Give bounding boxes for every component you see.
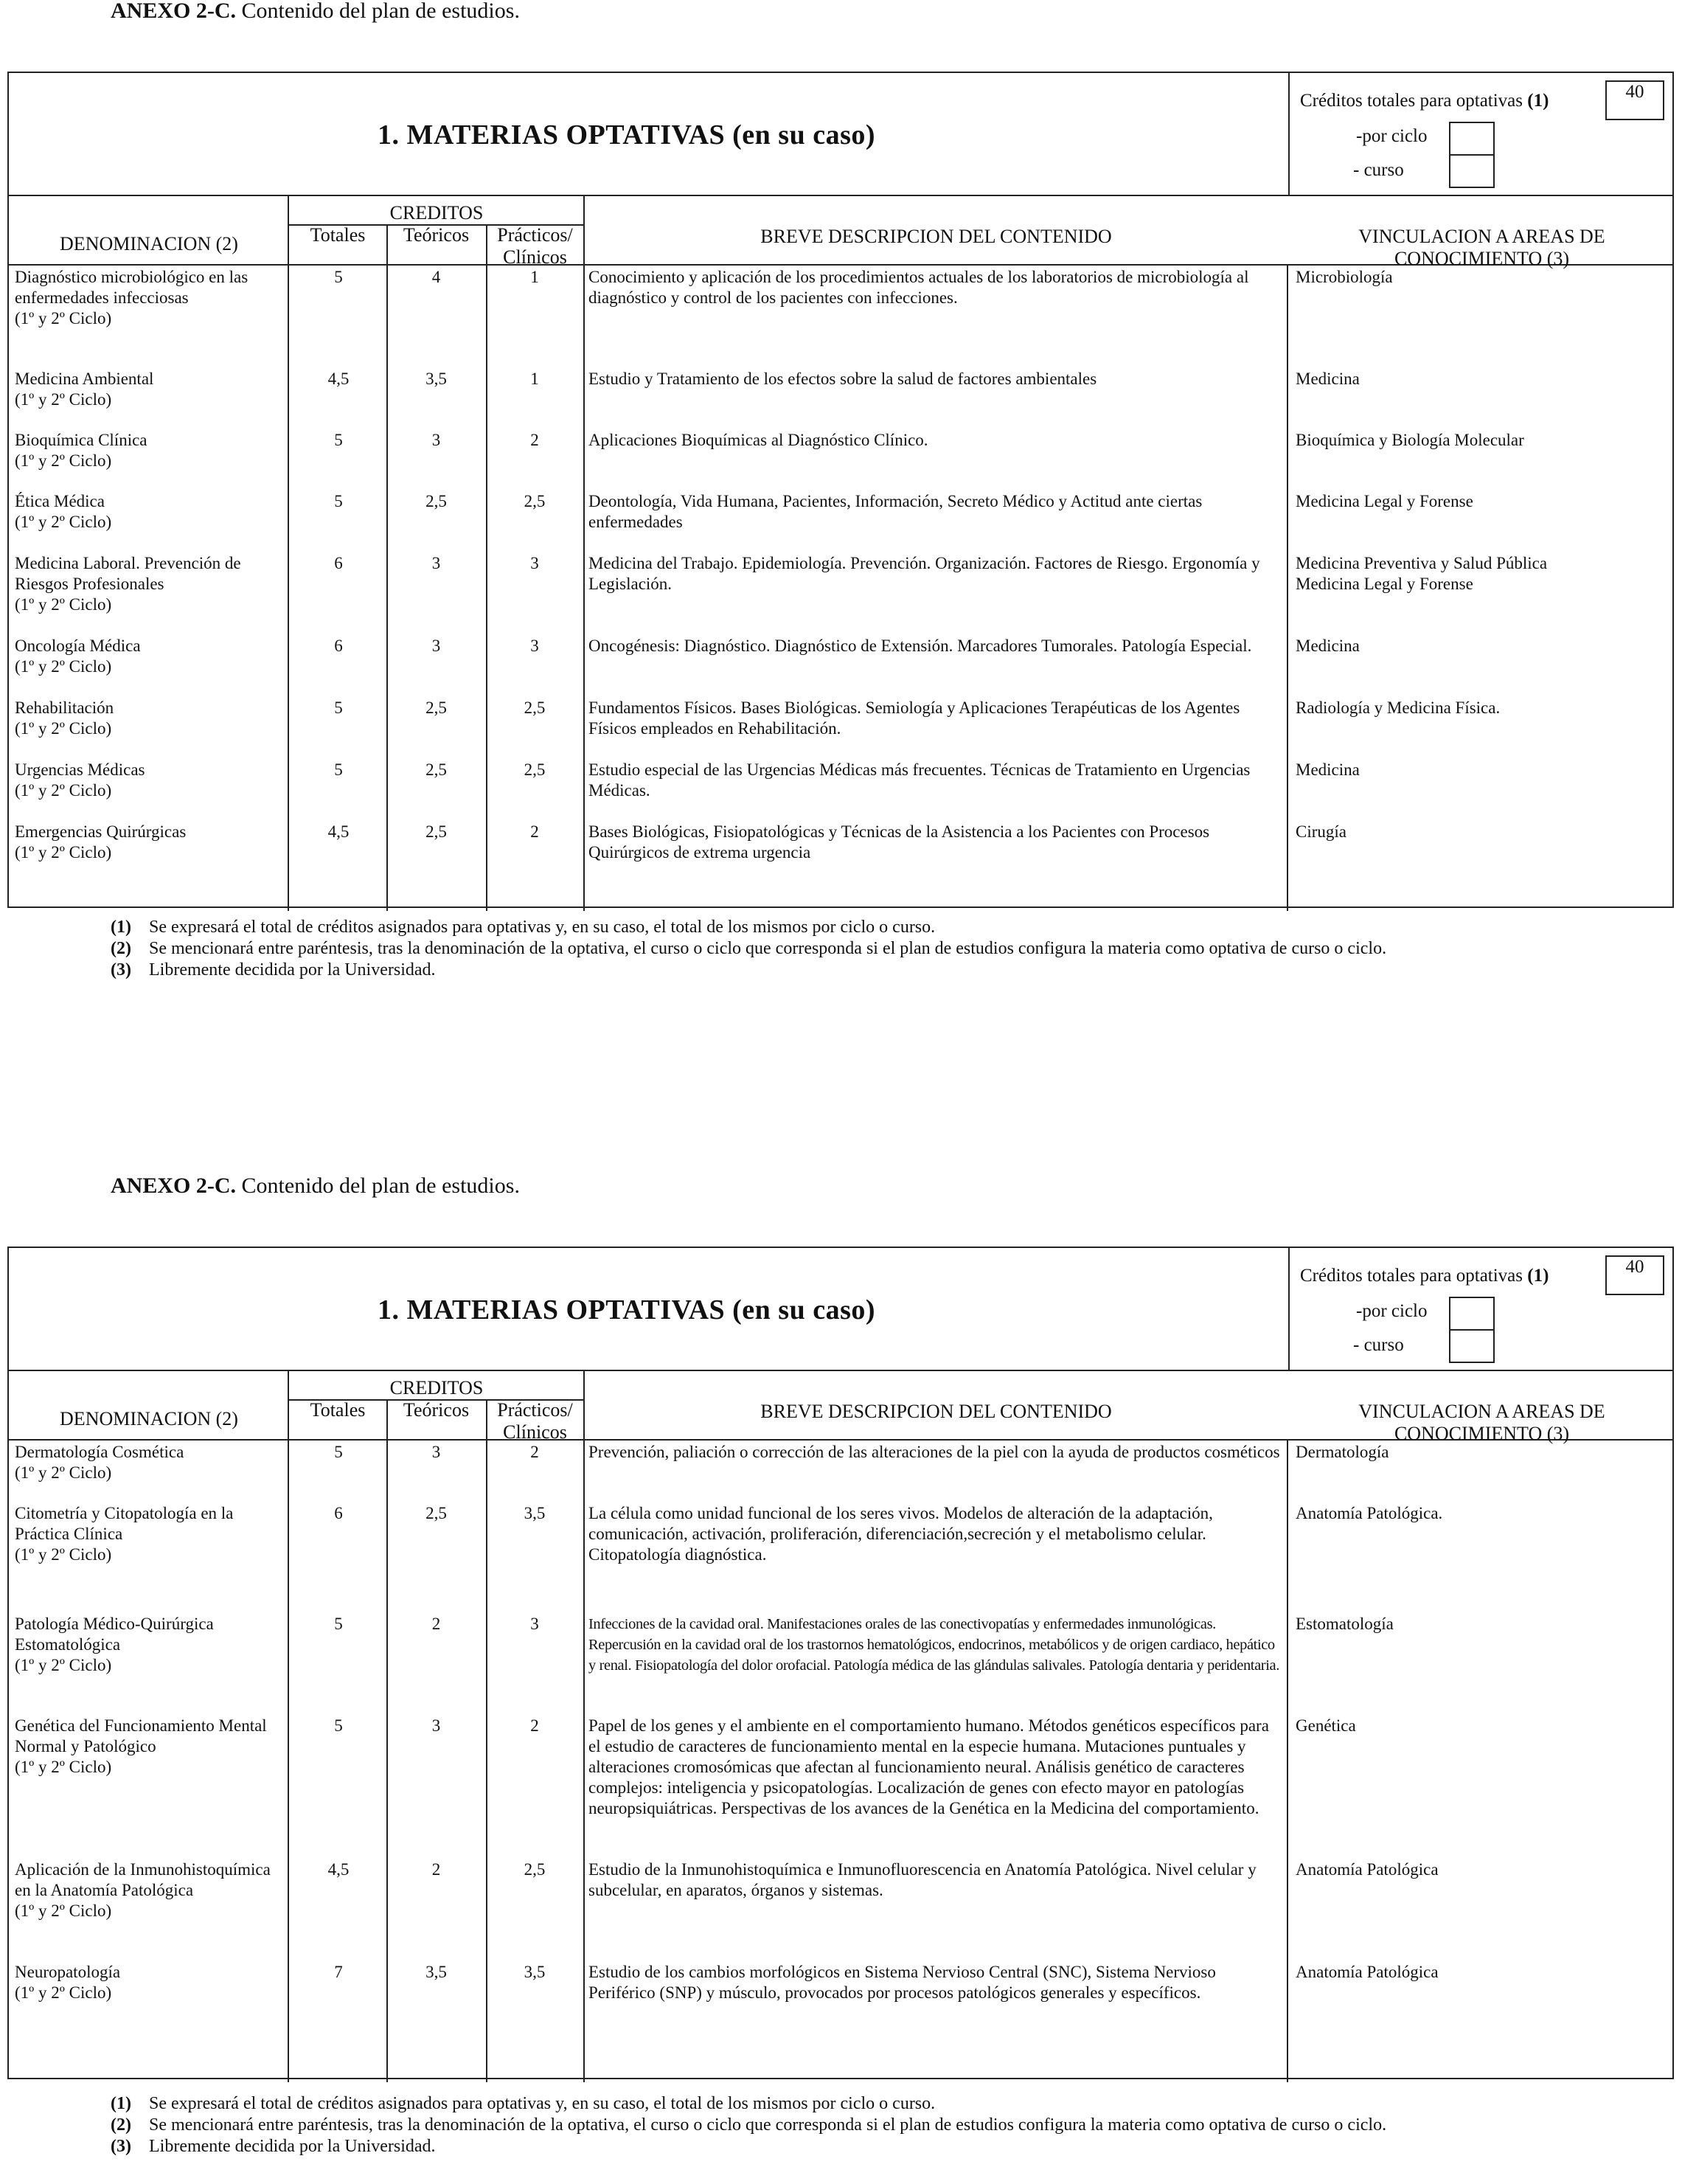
- row-area: Medicina Preventiva y Salud Pública Medicina Legal y Forense: [1296, 554, 1548, 593]
- annex-label: ANEXO 2-C.: [111, 1174, 236, 1198]
- row-area: Genética: [1296, 1716, 1356, 1735]
- header-denominacion: DENOMINACION (2): [60, 233, 238, 254]
- credits-total-value: 40: [1605, 1255, 1664, 1295]
- row-descripcion: Estudio de los cambios morfológicos en Sistema Nervioso Central (SNC), Sistema Nervioso Periférico (SNP) y músculo, provocados por procesos patológicos generales y específicos.: [588, 1963, 1216, 2002]
- col-divider: [288, 266, 289, 911]
- row-teoricos: 3: [431, 1443, 441, 1461]
- col-divider: [583, 1441, 585, 2082]
- footnotes: [111, 917, 1585, 981]
- table-header: [9, 1248, 1672, 1371]
- row-area: Radiología y Medicina Física.: [1296, 698, 1501, 717]
- footnotes: [111, 2093, 1585, 2157]
- per-curso-box: [1449, 1329, 1495, 1363]
- row-descripcion: Oncogénesis: Diagnóstico. Diagnóstico de Extensión. Marcadores Tumorales. Patología Especial.: [588, 637, 1252, 655]
- row-practicos: 2: [530, 431, 539, 449]
- row-descripcion: Fundamentos Físicos. Bases Biológicas. Semiología y Aplicaciones Terapéuticas de los Agentes Físicos empleados en Rehabilitación.: [588, 698, 1240, 738]
- per-ciclo-box: [1449, 122, 1495, 156]
- row-teoricos: 3,5: [425, 1963, 447, 1981]
- row-totales: 5: [334, 492, 343, 510]
- header-vinculacion: VINCULACION A AREAS DE CONOCIMIENTO (3): [1358, 1401, 1605, 1444]
- col-divider: [583, 1371, 585, 1439]
- row-practicos: 1: [530, 268, 539, 286]
- col-divider: [486, 1441, 487, 2082]
- footnote: (1) Se expresará el total de créditos asignados para optativas y, en su caso, el total de los mismos por ciclo o curso.: [111, 2094, 936, 2113]
- col-divider: [386, 224, 388, 264]
- annex-text: Contenido del plan de estudios.: [241, 0, 520, 23]
- row-teoricos: 2,5: [425, 822, 447, 841]
- table-title: 1. MATERIAS OPTATIVAS (en su caso): [378, 119, 876, 150]
- header-descripcion: BREVE DESCRIPCION DEL CONTENIDO: [760, 1401, 1112, 1422]
- row-teoricos: 3: [431, 554, 441, 572]
- col-divider: [486, 1399, 487, 1439]
- row-totales: 5: [334, 698, 343, 717]
- footnote: (1) Se expresará el total de créditos asignados para optativas y, en su caso, el total de los mismos por ciclo o curso.: [111, 918, 936, 937]
- row-descripcion: Aplicaciones Bioquímicas al Diagnóstico Clínico.: [588, 431, 928, 449]
- row-totales: 6: [334, 554, 343, 572]
- col-divider: [1287, 1441, 1288, 2082]
- row-practicos: 3: [530, 554, 539, 572]
- row-area: Medicina Legal y Forense: [1296, 492, 1473, 510]
- row-name: Diagnóstico microbiológico en las enfermedades infecciosas (1º y 2º Ciclo): [15, 268, 249, 327]
- per-ciclo-box: [1449, 1297, 1495, 1331]
- row-totales: 4,5: [327, 1860, 350, 1879]
- col-divider: [583, 196, 585, 264]
- header-descripcion: BREVE DESCRIPCION DEL CONTENIDO: [760, 226, 1112, 247]
- per-curso-label: - curso: [1353, 1335, 1404, 1355]
- credits-total-label: Créditos totales para optativas (1): [1300, 91, 1549, 111]
- row-name: Ética Médica (1º y 2º Ciclo): [15, 492, 112, 531]
- row-name: Citometría y Citopatología en la Práctica Clínica (1º y 2º Ciclo): [15, 1504, 234, 1564]
- row-area: Bioquímica y Biología Molecular: [1296, 431, 1524, 449]
- row-teoricos: 2,5: [425, 760, 447, 779]
- col-divider: [486, 224, 487, 264]
- table-body: [9, 266, 1672, 911]
- row-practicos: 3,5: [524, 1504, 546, 1522]
- per-ciclo-label: -por ciclo: [1356, 126, 1428, 146]
- per-ciclo-label: -por ciclo: [1356, 1301, 1428, 1321]
- row-practicos: 3,5: [524, 1963, 546, 1981]
- annex-heading: [111, 0, 520, 24]
- row-area: Medicina: [1296, 637, 1360, 655]
- row-teoricos: 3,5: [425, 370, 447, 388]
- col-divider: [288, 196, 289, 264]
- optativas-table: [7, 72, 1674, 908]
- row-descripcion: Estudio de la Inmunohistoquímica e Inmunofluorescencia en Anatomía Patológica. Nivel celular y subcelular, en aparatos, órganos y sistemas.: [588, 1860, 1257, 1899]
- table-body: [9, 1441, 1672, 2082]
- row-totales: 4,5: [327, 822, 350, 841]
- row-practicos: 2,5: [524, 492, 546, 510]
- row-name: Aplicación de la Inmunohistoquímica en la Anatomía Patológica (1º y 2º Ciclo): [15, 1860, 271, 1920]
- row-descripcion: Infecciones de la cavidad oral. Manifestaciones orales de las conectivopatías y enfermedades inmunológicas. Repercusión en la cavidad oral de los trastornos hematológicos, endocrinos, metabólicos y de origen cardiaco, hepático y renal. Fisiopatología del dolor orofacial. Patología médica de las glándulas salivales. Patología dentaria y peridentaria.: [588, 1616, 1279, 1674]
- col-divider: [386, 1441, 388, 2082]
- annex-heading: [111, 1174, 520, 1199]
- row-teoricos: 2,5: [425, 698, 447, 717]
- row-totales: 5: [334, 1443, 343, 1461]
- column-headers: [9, 1371, 1672, 1444]
- row-area: Dermatología: [1296, 1443, 1389, 1461]
- row-name: Genética del Funcionamiento Mental Normal y Patológico (1º y 2º Ciclo): [15, 1716, 267, 1776]
- row-area: Medicina: [1296, 760, 1360, 779]
- row-name: Patología Médico-Quirúrgica Estomatológica (1º y 2º Ciclo): [15, 1615, 214, 1674]
- row-practicos: 2,5: [524, 698, 546, 717]
- row-teoricos: 2: [431, 1860, 441, 1879]
- row-name: Dermatología Cosmética (1º y 2º Ciclo): [15, 1443, 184, 1482]
- per-curso-box: [1449, 154, 1495, 188]
- column-headers: [9, 196, 1672, 269]
- table-title: 1. MATERIAS OPTATIVAS (en su caso): [378, 1294, 876, 1325]
- footnote: (3) Libremente decidida por la Universidad.: [111, 2137, 436, 2156]
- row-teoricos: 3: [431, 637, 441, 655]
- footnote: (2) Se mencionará entre paréntesis, tras la denominación de la optativa, el curso o ciclo que corresponda si el plan de estudios configura la materia como optativa de curso o ciclo.: [111, 2115, 1387, 2135]
- row-teoricos: 2: [431, 1615, 441, 1633]
- footnote: (3) Libremente decidida por la Universidad.: [111, 960, 436, 980]
- credits-total-value: 40: [1605, 80, 1664, 120]
- row-name: Emergencias Quirúrgicas (1º y 2º Ciclo): [15, 822, 187, 862]
- row-totales: 5: [334, 1716, 343, 1735]
- header-totales: Totales: [310, 224, 366, 246]
- row-area: Microbiología: [1296, 268, 1393, 286]
- header-vinculacion: VINCULACION A AREAS DE CONOCIMIENTO (3): [1358, 226, 1605, 269]
- row-name: Bioquímica Clínica (1º y 2º Ciclo): [15, 431, 147, 470]
- row-totales: 5: [334, 268, 343, 286]
- row-area: Cirugía: [1296, 822, 1346, 841]
- col-divider: [486, 266, 487, 911]
- row-totales: 4,5: [327, 370, 350, 388]
- row-teoricos: 4: [431, 268, 441, 286]
- header-denominacion: DENOMINACION (2): [60, 1408, 238, 1429]
- row-descripcion: Estudio especial de las Urgencias Médicas más frecuentes. Técnicas de Tratamiento en Urgencias Médicas.: [588, 760, 1251, 800]
- row-practicos: 1: [530, 370, 539, 388]
- row-name: Urgencias Médicas (1º y 2º Ciclo): [15, 760, 145, 800]
- row-teoricos: 2,5: [425, 492, 447, 510]
- credits-total-label: Créditos totales para optativas (1): [1300, 1266, 1549, 1286]
- row-practicos: 3: [530, 637, 539, 655]
- col-divider: [583, 266, 585, 911]
- row-practicos: 2: [530, 822, 539, 841]
- row-practicos: 2,5: [524, 760, 546, 779]
- header-practicos: Prácticos/ Clínicos: [497, 224, 573, 268]
- optativas-table: [7, 1247, 1674, 2079]
- table-header: [9, 73, 1672, 196]
- row-practicos: 3: [530, 1615, 539, 1633]
- header-teoricos: Teóricos: [403, 224, 470, 246]
- row-descripcion: La célula como unidad funcional de los seres vivos. Modelos de alteración de la adaptación, comunicación, activación, proliferación, diferenciación,secreción y el metabolismo celular. Citopatología diagnóstica.: [588, 1504, 1213, 1564]
- col-divider: [288, 1441, 289, 2082]
- row-totales: 6: [334, 637, 343, 655]
- annex-label: ANEXO 2-C.: [111, 0, 236, 23]
- per-curso-label: - curso: [1353, 160, 1404, 180]
- row-area: Medicina: [1296, 370, 1360, 388]
- row-descripcion: Medicina del Trabajo. Epidemiología. Prevención. Organización. Factores de Riesgo. Ergonomía y Legislación.: [588, 554, 1260, 593]
- footnote: (2) Se mencionará entre paréntesis, tras la denominación de la optativa, el curso o ciclo que corresponda si el plan de estudios configura la materia como optativa de curso o ciclo.: [111, 939, 1387, 958]
- row-descripcion: Conocimiento y aplicación de los procedimientos actuales de los laboratorios de microbiología al diagnóstico y control de los pacientes con infecciones.: [588, 268, 1249, 307]
- row-teoricos: 3: [431, 431, 441, 449]
- header-totales: Totales: [310, 1399, 366, 1421]
- row-name: Medicina Ambiental (1º y 2º Ciclo): [15, 370, 154, 409]
- col-divider: [1287, 266, 1288, 911]
- header-teoricos: Teóricos: [403, 1399, 470, 1421]
- row-descripcion: Deontología, Vida Humana, Pacientes, Información, Secreto Médico y Actitud ante ciertas enfermedades: [588, 492, 1203, 531]
- row-totales: 6: [334, 1504, 343, 1522]
- header-creditos: CREDITOS: [389, 1377, 484, 1398]
- annex-text: Contenido del plan de estudios.: [241, 1174, 520, 1198]
- row-name: Medicina Laboral. Prevención de Riesgos Profesionales (1º y 2º Ciclo): [15, 554, 241, 614]
- row-practicos: 2: [530, 1443, 539, 1461]
- row-name: Rehabilitación (1º y 2º Ciclo): [15, 698, 114, 738]
- row-practicos: 2: [530, 1716, 539, 1735]
- row-teoricos: 3: [431, 1716, 441, 1735]
- header-creditos: CREDITOS: [389, 202, 484, 223]
- col-divider: [386, 266, 388, 911]
- row-descripcion: Papel de los genes y el ambiente en el comportamiento humano. Métodos genéticos específicos para el estudio de caracteres de funcionamiento mental en la especie humana. Mutaciones puntuales y alteraciones cromosómicas que afectan al funcionamiento neural. Análisis genético de caracteres complejos: inteligencia y psicopatologías. Localización de genes con efecto mayor en patologías neuropsiquiátricas. Perspectivas de los avances de la Genética en la Medicina del comportamiento.: [588, 1716, 1269, 1817]
- credits-summary-panel: [1288, 73, 1675, 195]
- credits-summary-panel: [1288, 1248, 1675, 1370]
- col-divider: [288, 1371, 289, 1439]
- row-area: Anatomía Patológica.: [1296, 1504, 1443, 1522]
- row-practicos: 2,5: [524, 1860, 546, 1879]
- row-area: Estomatología: [1296, 1615, 1394, 1633]
- row-descripcion: Estudio y Tratamiento de los efectos sobre la salud de factores ambientales: [588, 370, 1097, 388]
- col-divider: [386, 1399, 388, 1439]
- row-descripcion: Bases Biológicas, Fisiopatológicas y Técnicas de la Asistencia a los Pacientes con Procesos Quirúrgicos de extrema urgencia: [588, 822, 1210, 862]
- row-name: Oncología Médica (1º y 2º Ciclo): [15, 637, 141, 676]
- row-totales: 5: [334, 1615, 343, 1633]
- row-area: Anatomía Patológica: [1296, 1963, 1439, 1981]
- row-totales: 5: [334, 431, 343, 449]
- row-name: Neuropatología (1º y 2º Ciclo): [15, 1963, 121, 2002]
- row-totales: 5: [334, 760, 343, 779]
- row-area: Anatomía Patológica: [1296, 1860, 1439, 1879]
- row-totales: 7: [334, 1963, 343, 1981]
- row-descripcion: Prevención, paliación o corrección de las alteraciones de la piel con la ayuda de productos cosméticos: [588, 1443, 1280, 1461]
- header-practicos: Prácticos/ Clínicos: [497, 1399, 573, 1443]
- row-teoricos: 2,5: [425, 1504, 447, 1522]
